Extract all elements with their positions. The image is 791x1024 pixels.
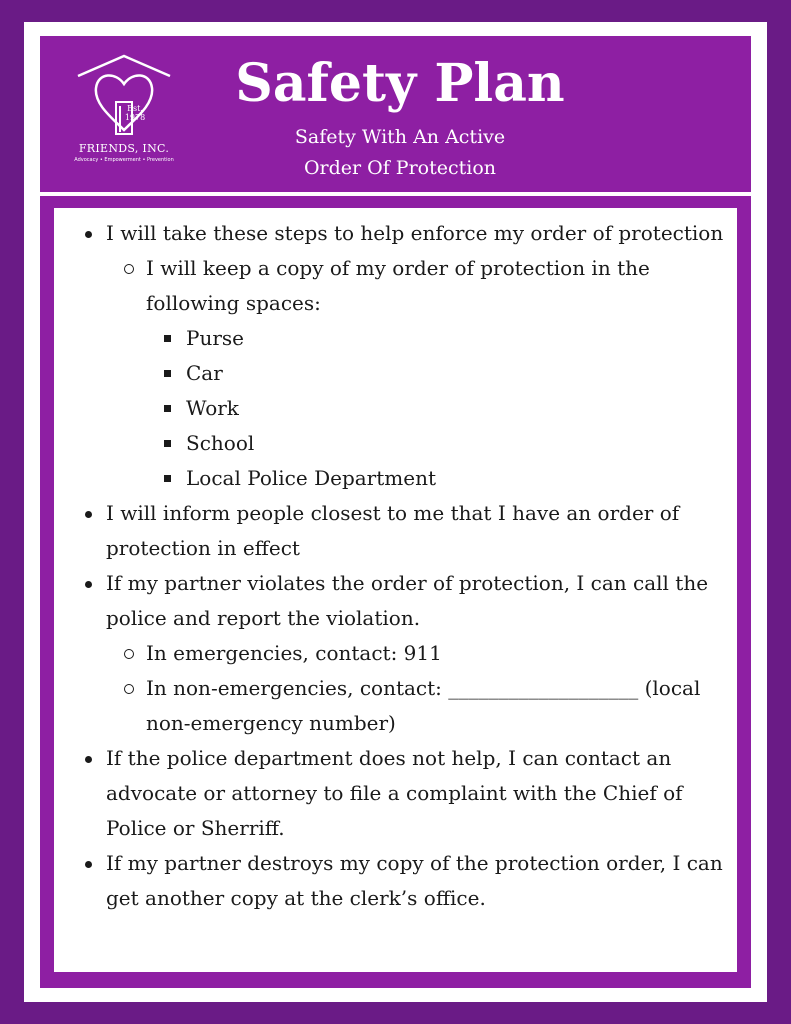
bullet-disc-icon [85, 231, 92, 238]
list-item [54, 496, 737, 566]
location-item-text: Work [186, 396, 239, 420]
logo-tagline: Advocacy • Empowerment • Prevention [74, 157, 174, 163]
sub-list-item-text: In non-emergencies, contact: ___________________ (local non-emergency number) [146, 676, 701, 735]
location-item-text: Car [186, 361, 223, 385]
sub-list-item-text: In emergencies, contact: 911 [146, 641, 442, 665]
content-box [54, 208, 737, 972]
list-item [54, 741, 737, 846]
bullet-square-icon [164, 475, 171, 482]
list-item-text: If my partner destroys my copy of the protection order, I can get another copy at the clerk’s office. [106, 851, 723, 910]
logo-est-text: Est. 1978 [124, 104, 146, 122]
bullet-disc-icon [85, 756, 92, 763]
location-item [54, 321, 721, 356]
bullet-square-icon [164, 440, 171, 447]
house-heart-icon [76, 54, 172, 140]
list-item [54, 216, 737, 496]
list-item-text: If my partner violates the order of protection, I can call the police and report the violation. [106, 571, 709, 630]
location-item [54, 461, 721, 496]
bullet-circle-icon [124, 649, 134, 659]
header-divider [40, 192, 751, 196]
page-frame [24, 22, 767, 1002]
page-title: Safety Plan [235, 53, 565, 114]
location-list [54, 321, 721, 496]
sub-list-item [54, 671, 729, 741]
header [40, 36, 751, 192]
friends-inc-logo [74, 54, 174, 176]
location-item [54, 426, 721, 461]
bullet-circle-icon [124, 264, 134, 274]
bullet-disc-icon [85, 581, 92, 588]
safety-plan-list [54, 216, 737, 916]
logo-name-text: FRIENDS, INC. [78, 142, 170, 155]
subtitle-line-2: Order Of Protection [303, 157, 497, 179]
bullet-disc-icon [85, 511, 92, 518]
sub-list [54, 251, 729, 496]
page-subtitle [230, 122, 570, 184]
bullet-square-icon [164, 405, 171, 412]
sub-list-item [54, 636, 729, 671]
list-item-text: If the police department does not help, I can contact an advocate or attorney to file a complaint with the Chief of Police or Sherriff. [106, 746, 683, 840]
bullet-square-icon [164, 335, 171, 342]
bullet-disc-icon [85, 861, 92, 868]
location-item [54, 356, 721, 391]
location-item [54, 391, 721, 426]
list-item-text: I will inform people closest to me that I have an order of protection in effect [106, 501, 680, 560]
list-item [54, 846, 737, 916]
list-item-text: I will take these steps to help enforce my order of protection [106, 221, 724, 245]
location-item-text: Local Police Department [186, 466, 436, 490]
bullet-circle-icon [124, 684, 134, 694]
location-item-text: School [186, 431, 255, 455]
location-item-text: Purse [186, 326, 244, 350]
list-item [54, 566, 737, 741]
bullet-square-icon [164, 370, 171, 377]
purple-panel [40, 36, 751, 988]
subtitle-line-1: Safety With An Active [294, 126, 506, 148]
sub-list-item-text: I will keep a copy of my order of protection in the following spaces: [146, 256, 650, 315]
sub-list-item [54, 251, 729, 496]
sub-list [54, 636, 729, 741]
